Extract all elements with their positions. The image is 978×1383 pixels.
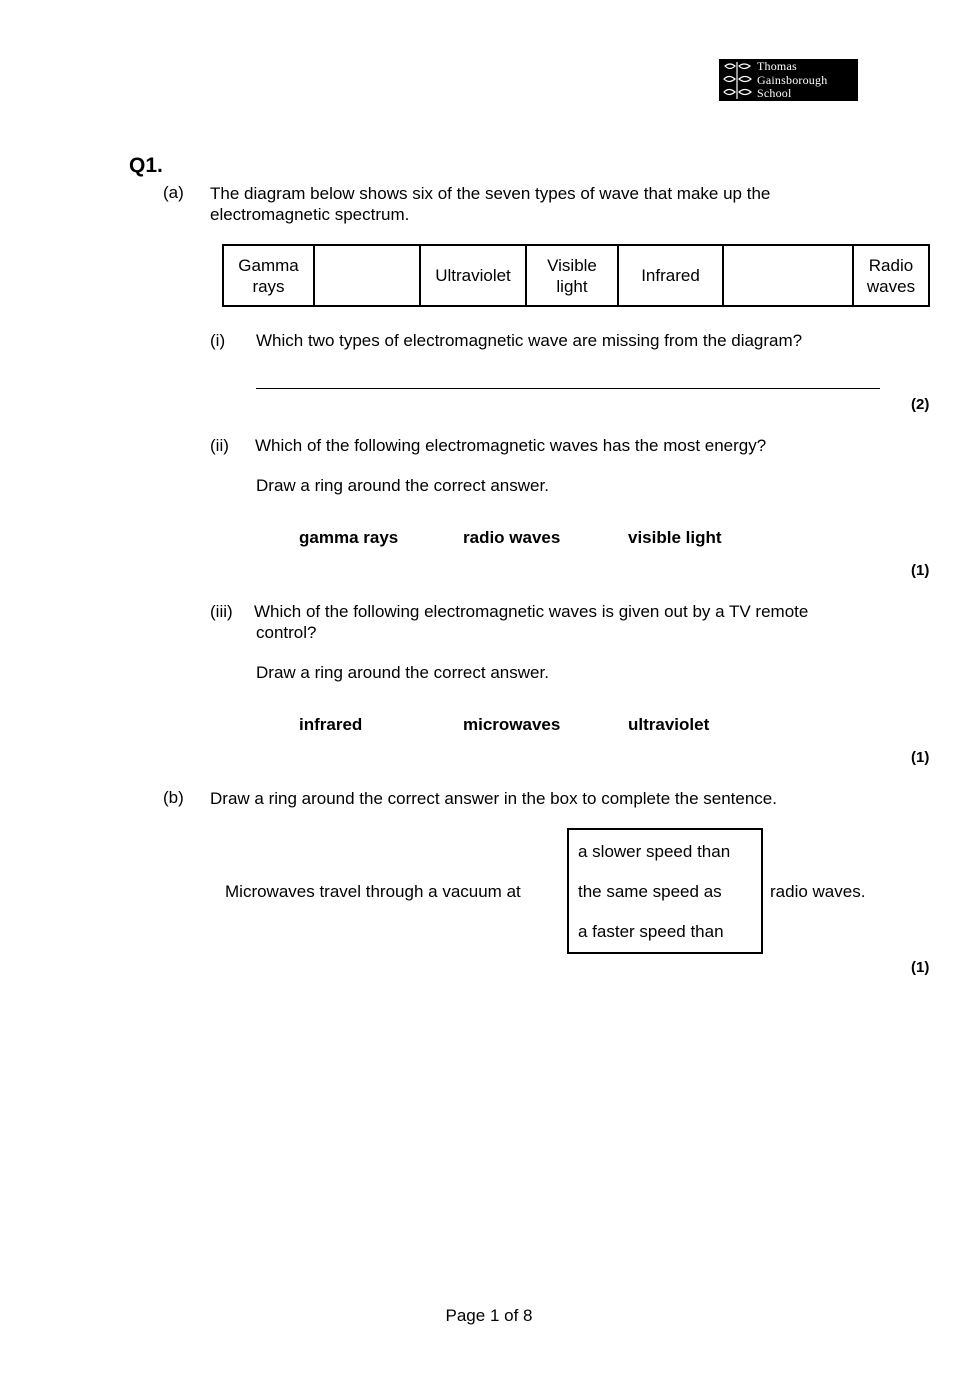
part-a-ii-label: (ii) [210,436,229,455]
part-a-iii-question-line2: control? [256,623,317,642]
spectrum-cell-infrared [618,245,723,306]
cell-text: Infrared [641,266,700,285]
spectrum-cell-gamma [223,245,314,306]
cell-text: waves [866,276,916,296]
part-a-ii-question: Which of the following electromagnetic waves has the most energy? [255,436,767,455]
sentence-start: Microwaves travel through a vacuum at [225,882,521,901]
option-radio-waves[interactable]: radio waves [463,528,561,547]
part-a-i-question: Which two types of electromagnetic wave are missing from the diagram? [256,331,803,350]
part-b-label: (b) [163,788,184,807]
option-gamma-rays[interactable]: gamma rays [299,528,399,547]
logo-line: Gainsborough [757,72,828,87]
leaf-emblem-icon [721,60,755,100]
speed-choice-box [567,828,763,954]
cell-text: Ultraviolet [435,266,511,285]
spectrum-cell-radio [853,245,929,306]
option-infrared[interactable]: infrared [299,715,363,734]
cell-text: Gamma [238,255,299,275]
option-slower-speed[interactable]: a slower speed than [578,842,731,861]
question-number: Q1. [129,154,163,177]
option-same-speed[interactable]: the same speed as [578,882,722,901]
option-ultraviolet[interactable]: ultraviolet [628,715,710,734]
spectrum-cell-blank-1[interactable] [314,245,420,306]
answer-line[interactable] [256,388,880,389]
spectrum-cell-ultraviolet [420,245,526,306]
em-spectrum-table [222,244,930,307]
part-a-label: (a) [163,183,184,202]
part-b-question: Draw a ring around the correct answer in the box to complete the sentence. [210,789,777,808]
page-number: Page 1 of 8 [445,1306,533,1325]
part-a-intro-line1: The diagram below shows six of the seven types of wave that make up the [210,184,771,203]
part-a-iii-instruction: Draw a ring around the correct answer. [256,663,549,682]
cell-text: Visible [547,255,597,275]
spectrum-cell-visible [526,245,618,306]
cell-text: rays [252,276,285,296]
option-microwaves[interactable]: microwaves [463,715,561,734]
cell-text: light [556,276,588,296]
logo-line: School [757,86,792,100]
sentence-end: radio waves. [770,882,866,901]
part-a-iii-label: (iii) [210,602,233,621]
marks-a-iii: (1) [911,749,930,766]
logo-wordmark [757,60,827,101]
marks-a-i: (2) [911,396,930,413]
marks-a-ii: (1) [911,562,930,579]
option-faster-speed[interactable]: a faster speed than [578,922,724,941]
part-a-iii-question-line1: Which of the following electromagnetic waves is given out by a TV remote [254,602,809,621]
part-a-ii-instruction: Draw a ring around the correct answer. [256,476,549,495]
cell-text: Radio [868,255,914,275]
part-a-i-label: (i) [210,331,226,350]
option-visible-light[interactable]: visible light [628,528,722,547]
marks-b: (1) [911,959,930,976]
school-logo [719,59,858,101]
logo-line: Thomas [757,59,797,73]
spectrum-cell-blank-2[interactable] [723,245,853,306]
part-a-intro-line2: electromagnetic spectrum. [210,205,410,224]
